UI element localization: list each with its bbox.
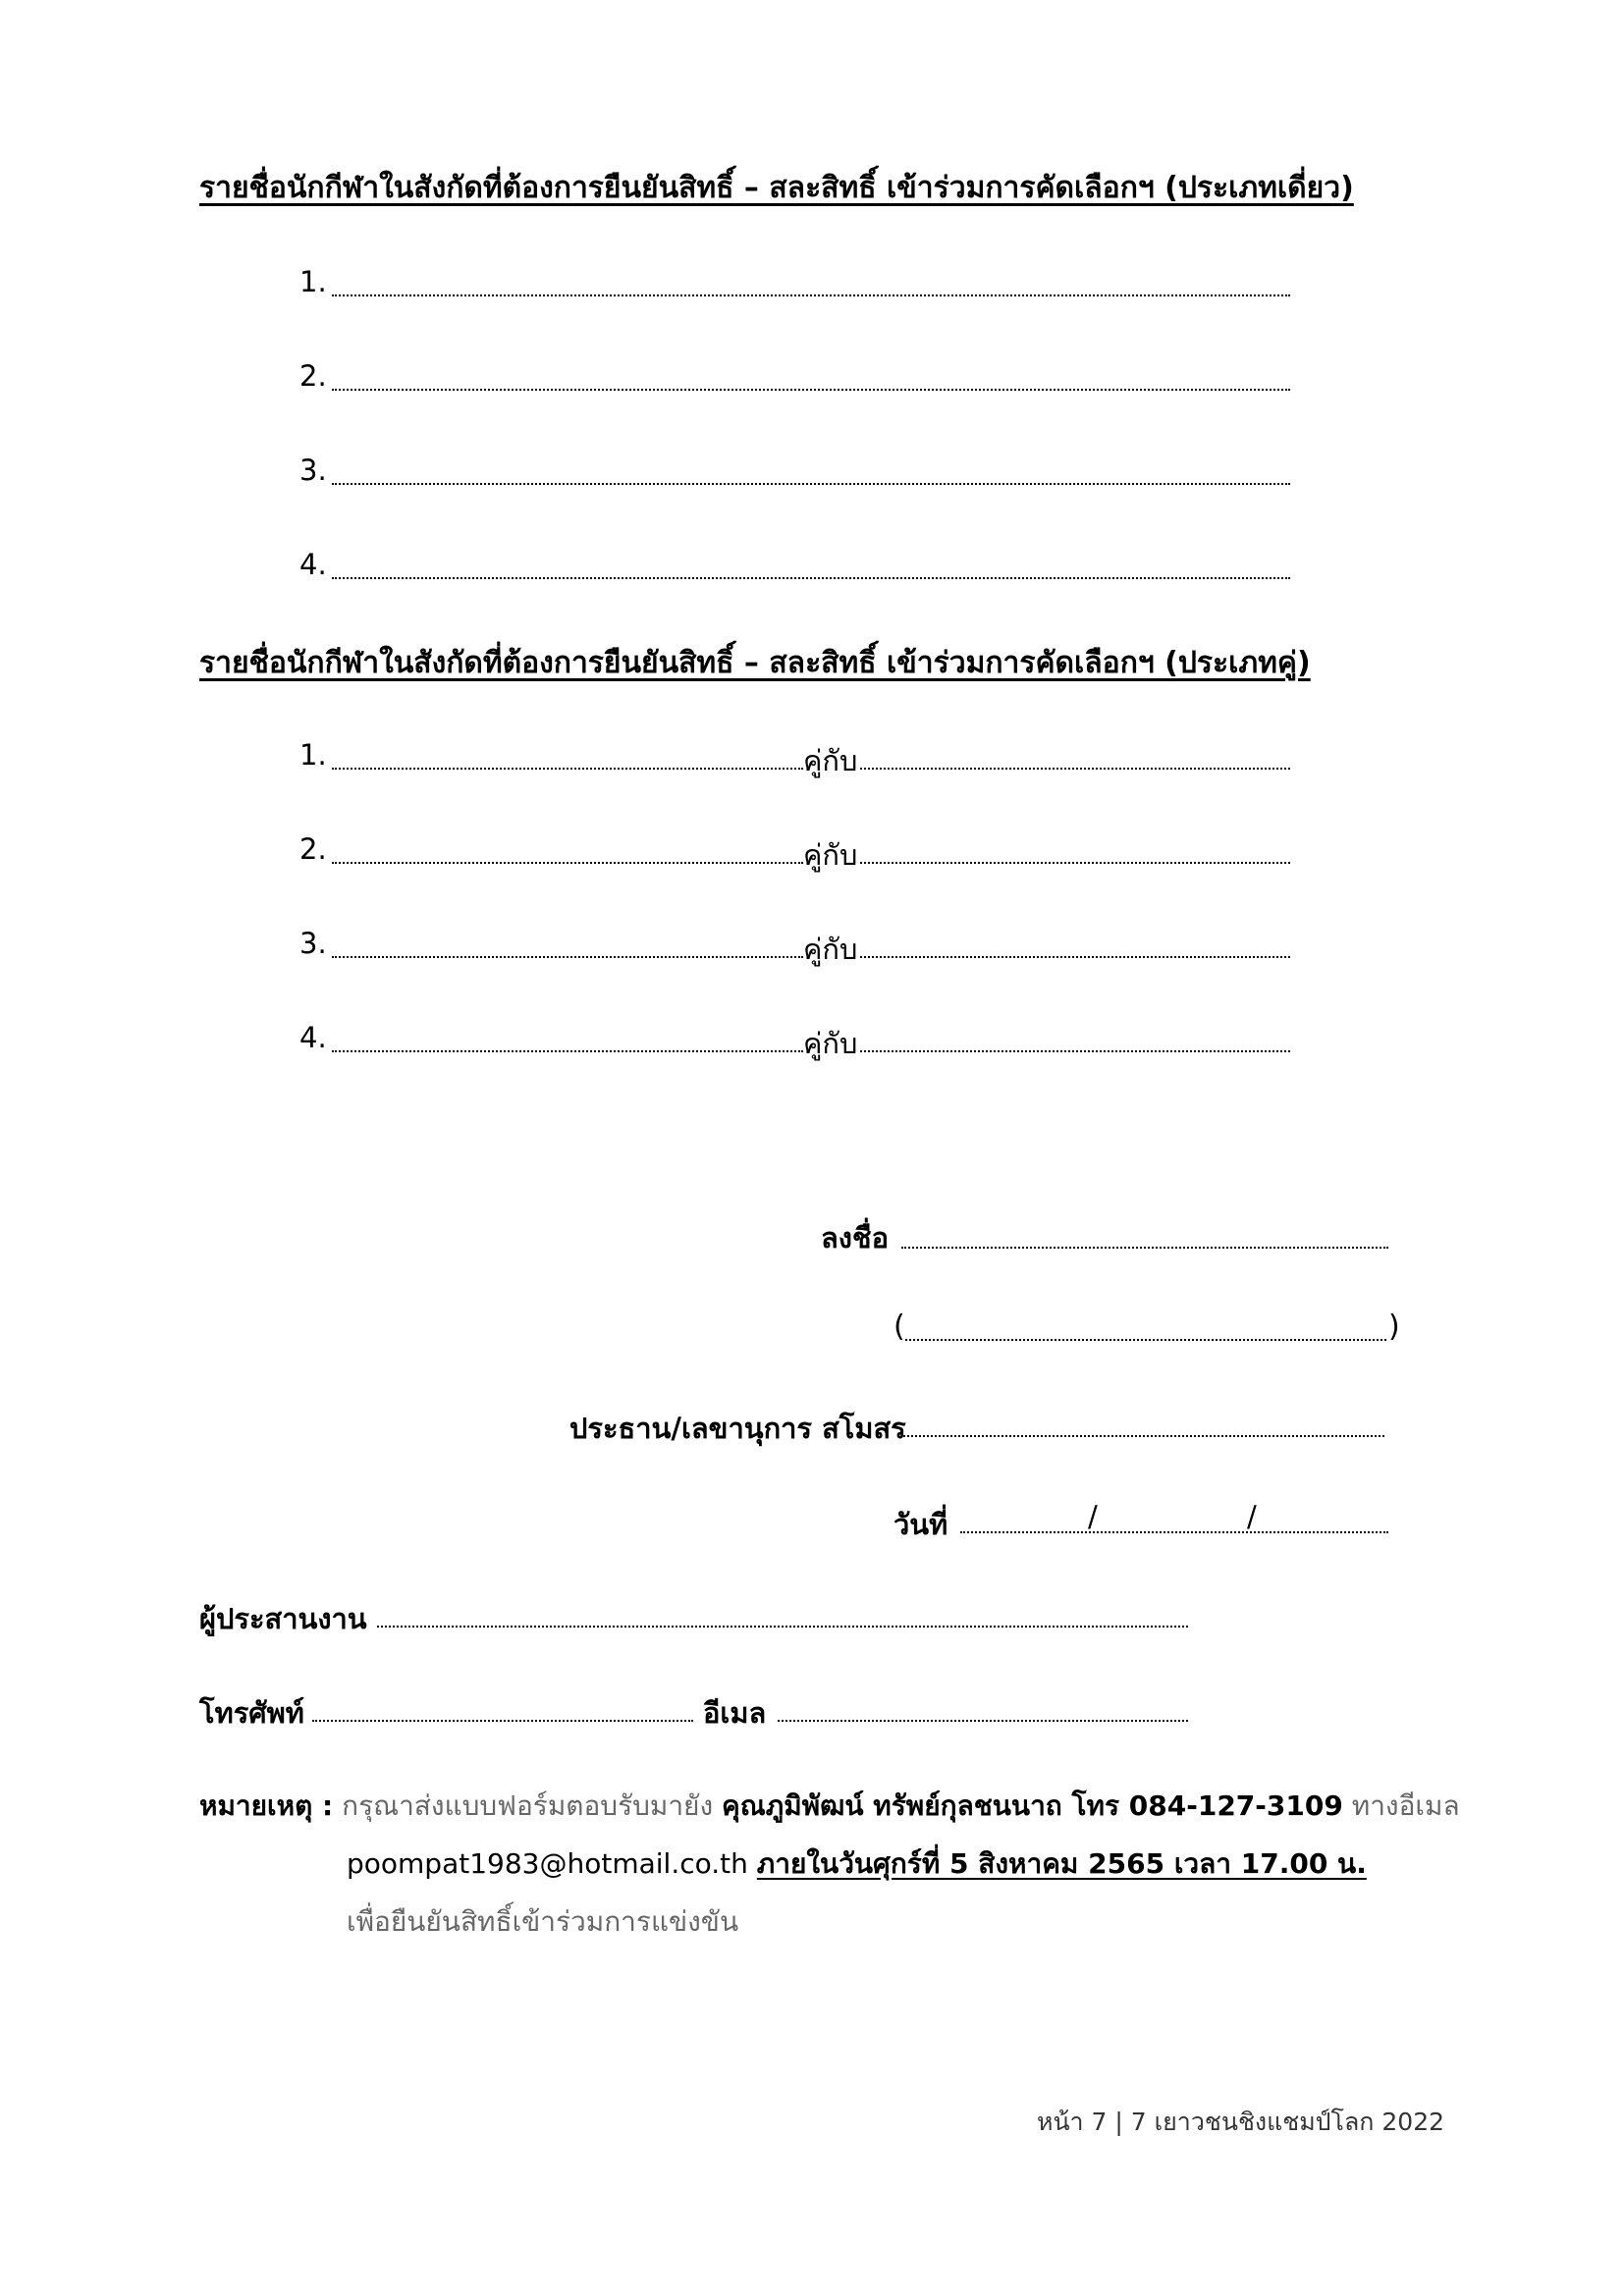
position-field[interactable] xyxy=(903,1435,1384,1437)
note-deadline: ภายในวันศุกร์ที่ 5 สิงหาคม 2565 เวลา 17.00 น. xyxy=(756,1847,1367,1880)
partner-label: คู่กับ xyxy=(803,744,858,777)
doubles-item-number: 1. xyxy=(299,738,327,772)
note-text: กรุณาส่งแบบฟอร์มตอบรับมายัง xyxy=(342,1789,714,1822)
phone-label: โทรศัพท์ xyxy=(199,1696,304,1730)
doubles-partner-field[interactable] xyxy=(860,768,1290,770)
partner-label: คู่กับ xyxy=(803,838,858,872)
doubles-partner-field[interactable] xyxy=(860,956,1290,958)
doubles-item-number: 2. xyxy=(299,832,327,866)
singles-name-field[interactable] xyxy=(332,389,1290,391)
doubles-item-number: 3. xyxy=(299,927,327,960)
partner-label: คู่กับ xyxy=(803,933,858,966)
doubles-player-field[interactable] xyxy=(332,956,803,958)
close-paren: ) xyxy=(1388,1309,1400,1344)
doubles-player-field[interactable] xyxy=(332,1050,803,1052)
doubles-partner-field[interactable] xyxy=(860,1050,1290,1052)
position-label: ประธาน/เลขานุการ สโมสร xyxy=(569,1412,906,1445)
date-label: วันที่ xyxy=(893,1508,948,1541)
singles-item-number: 4. xyxy=(299,548,327,581)
singles-name-field[interactable] xyxy=(332,483,1290,485)
singles-item-number: 1. xyxy=(299,265,327,298)
note-line-3: เพื่อยืนยันสิทธิ์เข้าร่วมการแข่งขัน xyxy=(347,1905,739,1938)
note-line-1 xyxy=(199,1785,1460,1828)
doubles-player-field[interactable] xyxy=(332,862,803,864)
coordinator-label: ผู้ประสานงาน xyxy=(199,1602,367,1635)
date-field[interactable] xyxy=(960,1531,1388,1533)
singles-name-field[interactable] xyxy=(332,577,1290,579)
partner-label: คู่กับ xyxy=(803,1027,858,1060)
phone-field[interactable] xyxy=(312,1720,693,1722)
coordinator-field[interactable] xyxy=(377,1626,1188,1628)
doubles-partner-field[interactable] xyxy=(860,862,1290,864)
note-contact-name: คุณภูมิพัฒน์ ทรัพย์กุลชนนาถ โทร 084-127-3109 xyxy=(722,1789,1343,1822)
singles-heading: รายชื่อนักกีฬาในสังกัดที่ต้องการยืนยันสิทธิ์ – สละสิทธิ์ เข้าร่วมการคัดเลือกฯ (ประเภทเดี่ยว) xyxy=(199,171,1354,205)
email-field[interactable] xyxy=(778,1720,1188,1722)
date-separator: / xyxy=(1088,1500,1098,1533)
signature-field[interactable] xyxy=(901,1247,1388,1249)
note-email[interactable]: poompat1983@hotmail.co.th xyxy=(347,1847,748,1880)
doubles-heading: รายชื่อนักกีฬาในสังกัดที่ต้องการยืนยันสิทธิ์ – สละสิทธิ์ เข้าร่วมการคัดเลือกฯ (ประเภทคู่) xyxy=(199,646,1311,680)
singles-item-number: 3. xyxy=(299,454,327,487)
open-paren: ( xyxy=(893,1309,905,1344)
note-label: หมายเหตุ : xyxy=(199,1789,334,1822)
doubles-player-field[interactable] xyxy=(332,768,803,770)
date-separator: / xyxy=(1247,1500,1257,1533)
note-text: ทางอีเมล xyxy=(1351,1789,1460,1822)
singles-name-field[interactable] xyxy=(332,294,1290,296)
sign-label: ลงชื่อ xyxy=(821,1221,890,1255)
printed-name-field[interactable] xyxy=(905,1339,1386,1341)
note-line-2 xyxy=(347,1842,1367,1886)
doubles-item-number: 4. xyxy=(299,1021,327,1054)
email-label: อีเมล xyxy=(703,1696,767,1730)
singles-item-number: 2. xyxy=(299,359,327,393)
page-footer: หน้า 7 | 7 เยาวชนชิงแชมป์โลก 2022 xyxy=(1036,2108,1444,2136)
